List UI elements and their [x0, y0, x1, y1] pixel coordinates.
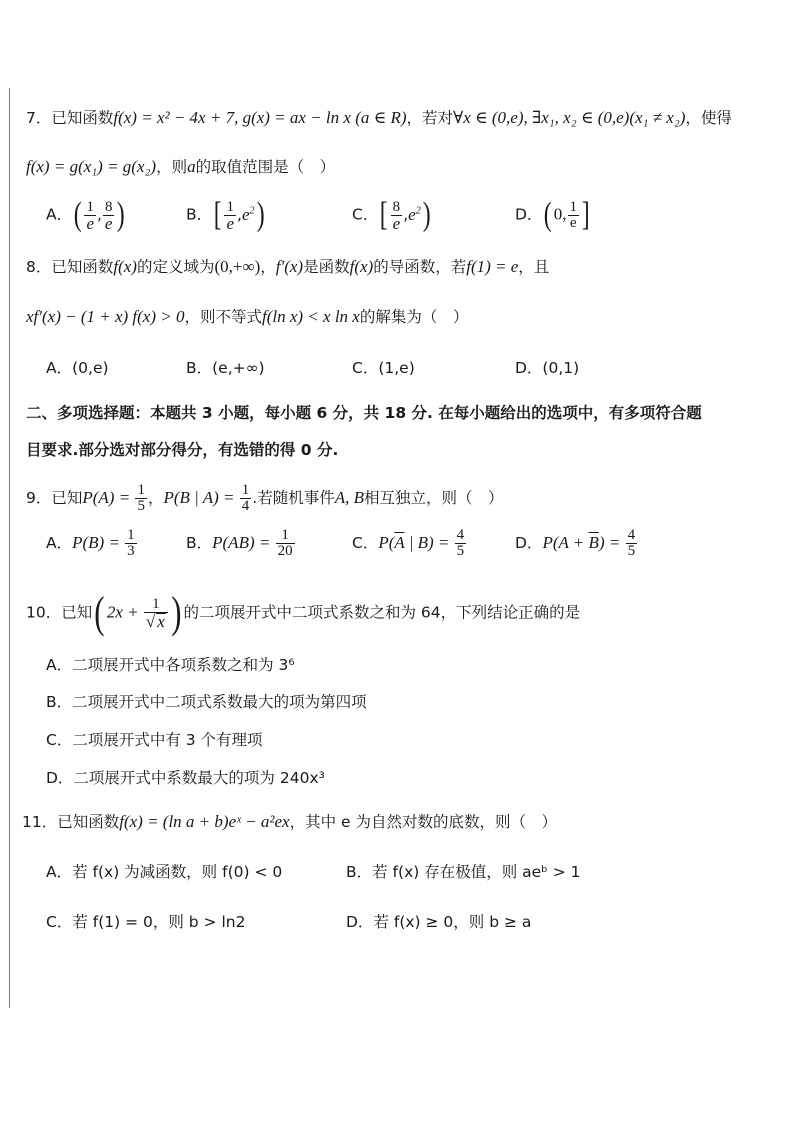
- q7-option-a[interactable]: A．( $\frac{1}{e}$ , $\frac{8}{e}$ ): [46, 196, 126, 233]
- q11-function: f(x) = (ln a + b)eˣ − a²ex: [119, 812, 290, 831]
- q8-f: f(x): [349, 257, 374, 276]
- q11-text: ，其中 e 为自然对数的底数，则（ ）: [289, 813, 557, 831]
- q7-variable: a: [187, 157, 196, 176]
- q7-number: 7．已知函数: [26, 109, 114, 127]
- q7-text: ，若对: [406, 109, 453, 127]
- q7-functions: f(x) = x² − 4x + 7, g(x) = ax − ln x (a ∈ R): [113, 108, 407, 127]
- q11-number: 11．已知函数: [22, 813, 120, 831]
- q9-text: .若随机事件: [252, 489, 335, 507]
- q8-inequality: xf′(x) − (1 + x) f(x) > 0: [26, 307, 185, 326]
- q8-option-d[interactable]: D．(0,1): [515, 359, 580, 377]
- q8-line1: 8．已知函数f(x)的定义域为(0,+∞)，f′(x)是函数f(x)的导函数，若f(1) = e，且: [26, 257, 550, 276]
- q7-equation: f(x) = g(x₁) = g(x₂): [26, 157, 157, 176]
- q10-option-b[interactable]: B．二项展开式中二项式系数最大的项为第四项: [46, 693, 367, 711]
- section2-heading-line1: 二、多项选择题：本题共 3 小题，每小题 6 分，共 18 分. 在每小题给出的选项中，有多项符合题: [26, 404, 702, 422]
- q8-text: ，且: [518, 258, 550, 276]
- q9-option-a[interactable]: A．P(B) = $\frac{1}{3}$: [46, 527, 135, 559]
- q7-line1: [26, 108, 732, 128]
- q8-option-a[interactable]: A．(0,e): [46, 359, 109, 377]
- q9-option-c[interactable]: C．$P(\overline{A}$ | B) = $\frac{4}{5}$: [352, 527, 465, 559]
- q7-text: 的取值范围是（ ）: [195, 158, 336, 176]
- q7-text: ，使得: [685, 109, 732, 127]
- q8-option-b[interactable]: B．(e,+∞): [186, 359, 265, 377]
- q8-line2: [26, 307, 468, 327]
- q11-option-b[interactable]: B．若 f(x) 存在极值，则 aeᵇ > 1: [346, 863, 581, 881]
- q7-option-b[interactable]: B．[ $\frac{1}{e}$ $,e^2$): [186, 196, 265, 233]
- q9-text: 相互独立，则（ ）: [364, 489, 504, 507]
- q8-text: 是函数: [303, 258, 350, 276]
- q7-line2: [26, 157, 335, 177]
- q9-option-b[interactable]: B．P(AB) = $\frac{1}{20}$: [186, 527, 293, 559]
- q8-text: 的导函数，若: [373, 258, 467, 276]
- q10-option-c[interactable]: C．二项展开式中有 3 个有理项: [46, 731, 263, 749]
- q8-number: 8．已知函数: [26, 258, 114, 276]
- q11-option-d[interactable]: D．若 f(x) ≥ 0，则 b ≥ a: [346, 913, 532, 931]
- q7-option-c[interactable]: C．[ $\frac{8}{e}$ $,e^2$): [352, 196, 431, 233]
- q9-number: 9．已知: [26, 489, 83, 507]
- q11-option-a[interactable]: A．若 f(x) 为减函数，则 f(0) < 0: [46, 863, 283, 881]
- margin-line: [9, 88, 10, 1008]
- q9-option-d[interactable]: D．$P(A + \overline{B})$ = $\frac{4}{5}$: [515, 527, 636, 559]
- q8-option-c[interactable]: C．(1,e): [352, 359, 415, 377]
- q10-option-a[interactable]: A．二项展开式中各项系数之和为 3⁶: [46, 656, 295, 674]
- q9-events: A, B: [334, 488, 364, 507]
- q8-domain: (0,+∞): [214, 257, 261, 276]
- q8-f: f(x): [113, 257, 137, 276]
- section2-heading-line2: 目要求.部分选对部分得分，有选错的得 0 分.: [26, 441, 339, 459]
- q8-text: 的解集为（ ）: [359, 308, 469, 326]
- q8-condition: f(1) = e: [466, 257, 519, 276]
- q7-text: ，则: [156, 158, 188, 176]
- q8-inequality2: f(ln x) < x ln x: [262, 307, 360, 326]
- q11-line1: [22, 812, 557, 832]
- q10-number: 10．已知: [26, 603, 93, 622]
- q8-text: 的定义域为: [136, 258, 215, 276]
- q7-option-d[interactable]: D．(0, $\frac{1}{e}$ ]: [515, 196, 590, 233]
- q8-fprime: f′(x): [275, 257, 304, 276]
- q10-text: 的二项展开式中二项式系数之和为 64，下列结论正确的是: [183, 603, 581, 622]
- q7-condition: ∀x ∈ (0,e), ∃x₁, x₂ ∈ (0,e)(x₁ ≠ x₂): [453, 108, 686, 127]
- q10-option-d[interactable]: D．二项展开式中系数最大的项为 240x³: [46, 769, 325, 787]
- q11-option-c[interactable]: C．若 f(1) = 0，则 b > ln2: [46, 913, 246, 931]
- q10-line1: 10．已知( 2x + $\frac{1}{√ x}$ ) 的二项展开式中二项式系数之和为 64，下列结论正确的是: [26, 588, 581, 637]
- q8-text: ，则不等式: [184, 308, 262, 326]
- q9-line1: 9．已知P(A) = $\frac{1}{5}$ ，P(B | A) = $\frac{1}{4}$ .若随机事件A, B相互独立，则（ ）: [26, 482, 504, 514]
